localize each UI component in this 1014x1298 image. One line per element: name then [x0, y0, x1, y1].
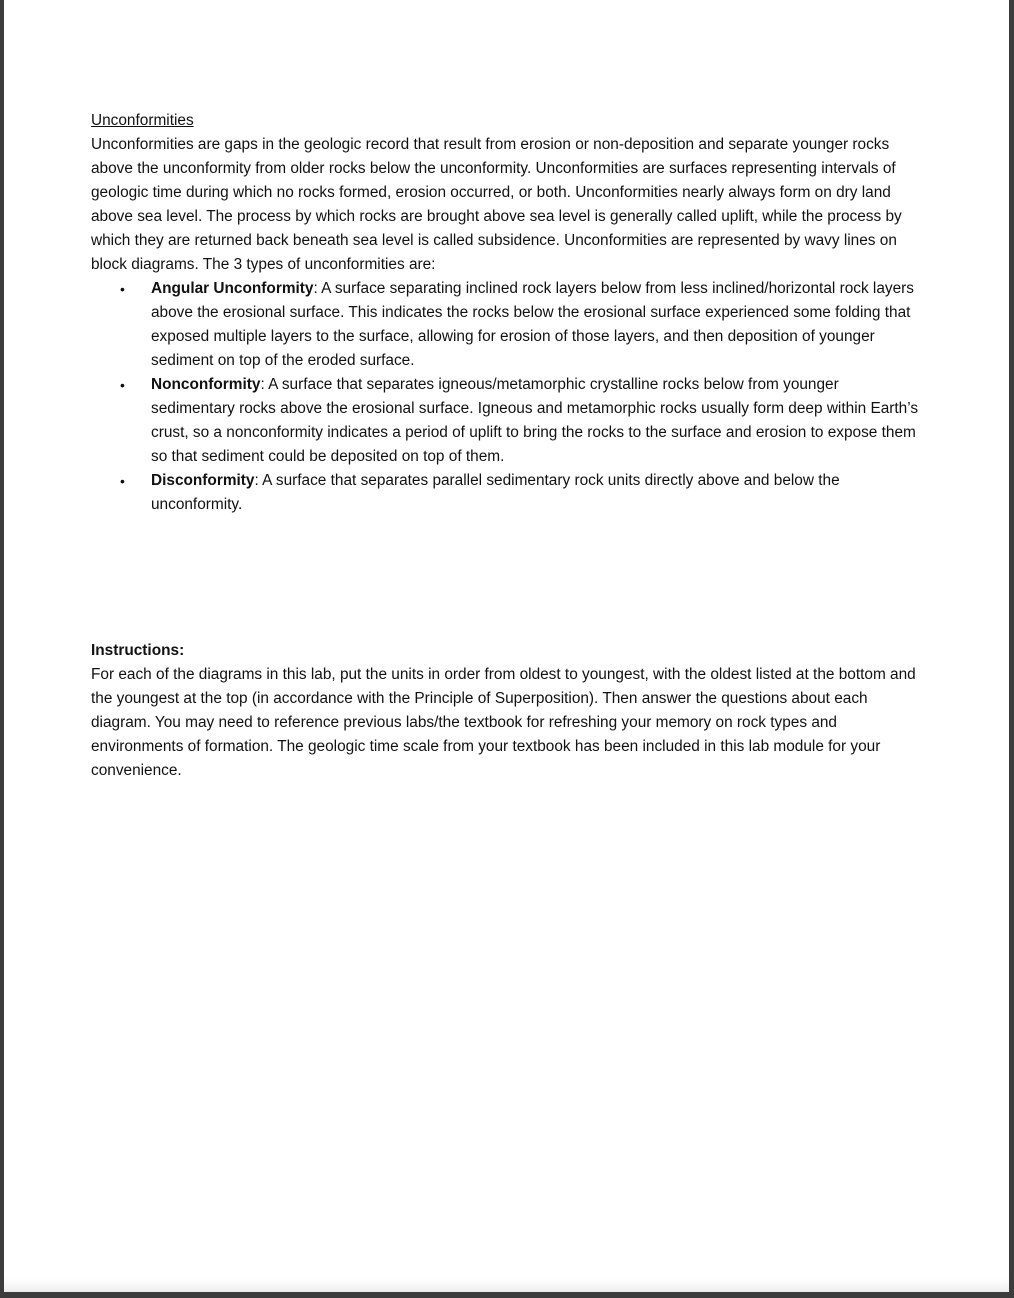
- section-title: Unconformities: [91, 112, 194, 129]
- instructions-heading: Instructions:: [91, 642, 185, 659]
- bullet-icon: •: [120, 281, 125, 297]
- list-item-angular-unconformity: [120, 277, 926, 373]
- list-item-disconformity: [120, 469, 926, 517]
- term-definition: : A surface separating inclined rock layers below from less inclined/horizontal rock layers above the erosional surface. This indicates the rocks below the erosional surface experienced some folding that exposed multiple layers to the surface, allowing for erosion of those layers, and then deposition of younger sediment on top of the eroded surface.: [151, 280, 914, 369]
- instructions-body: For each of the diagrams in this lab, put the units in order from oldest to youngest, with the oldest listed at the bottom and the youngest at the top (in accordance with the Principle of Superposition). Then answer the questions about each diagram. You may need to reference previous labs/the textbook for refreshing your memory on rock types and environments of formation. The geologic time scale from your textbook has been included in this lab module for your convenience.: [91, 666, 916, 779]
- unconformity-types-list: [91, 277, 926, 517]
- term-label: Nonconformity: [151, 376, 261, 393]
- bullet-icon: •: [120, 473, 125, 489]
- intro-paragraph: Unconformities are gaps in the geologic record that result from erosion or non-deposition and separate younger rocks above the unconformity from older rocks below the unconformity. Unconformities are surfaces representing intervals of geologic time during which no rocks formed, erosion occurred, or both. Unconformities nearly always form on dry land above sea level. The process by which rocks are brought above sea level is generally called uplift, while the process by which they are returned back beneath sea level is called subsidence. Unconformities are represented by wavy lines on block diagrams. The 3 types of unconformities are:: [91, 136, 902, 273]
- term-label: Disconformity: [151, 472, 255, 489]
- page-content: [91, 109, 926, 783]
- instructions-section: [91, 639, 926, 783]
- term-definition: : A surface that separates parallel sedimentary rock units directly above and below the unconformity.: [151, 472, 840, 513]
- bullet-icon: •: [120, 377, 125, 393]
- document-page: [4, 0, 1009, 1292]
- term-definition: : A surface that separates igneous/metamorphic crystalline rocks below from younger sedimentary rocks above the erosional surface. Igneous and metamorphic rocks usually form deep within Earth’s crust, so a nonconformity indicates a period of uplift to bring the rocks to the surface and erosion to expose them so that sediment could be deposited on top of them.: [151, 376, 919, 465]
- list-item-nonconformity: [120, 373, 926, 469]
- term-label: Angular Unconformity: [151, 280, 314, 297]
